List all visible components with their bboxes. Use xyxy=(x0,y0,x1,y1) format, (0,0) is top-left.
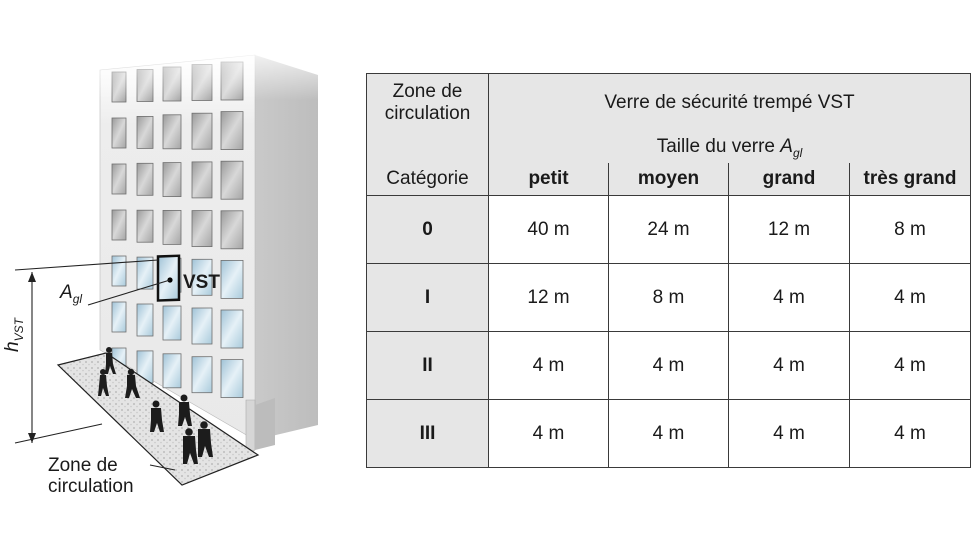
value-cell: 12 m xyxy=(489,264,609,332)
value-cell: 4 m xyxy=(489,400,609,468)
value-cell: 8 m xyxy=(850,196,971,264)
window-pane xyxy=(221,112,243,150)
window-pane xyxy=(163,354,181,388)
window-pane xyxy=(112,302,126,332)
window-pane xyxy=(112,256,126,286)
window-pane xyxy=(137,210,153,242)
value-cell: 4 m xyxy=(609,400,729,468)
window-pane xyxy=(192,211,212,247)
building-side-face xyxy=(255,55,318,440)
size-header-medium: moyen xyxy=(609,163,729,196)
window-pane xyxy=(192,357,212,393)
window-pane xyxy=(137,163,153,195)
window-pane xyxy=(221,211,243,249)
value-cell: 4 m xyxy=(850,332,971,400)
size-header-small: petit xyxy=(489,163,609,196)
zone-label: Zone de circulation xyxy=(48,455,134,497)
value-cell: 4 m xyxy=(850,400,971,468)
value-cell: 4 m xyxy=(729,400,850,468)
category-cell: 0 xyxy=(367,196,489,264)
window-pane xyxy=(221,310,243,348)
window-pane xyxy=(192,113,212,149)
value-cell: 24 m xyxy=(609,196,729,264)
window-pane xyxy=(192,162,212,198)
window-pane xyxy=(163,306,181,340)
table-row xyxy=(367,332,971,400)
vst-label: VST xyxy=(183,272,220,293)
glass-size-label: Taille du verre $A_{gl}$ xyxy=(489,133,971,163)
value-cell: 8 m xyxy=(609,264,729,332)
window-pane xyxy=(112,164,126,194)
window-pane xyxy=(192,308,212,344)
window-pane xyxy=(137,257,153,289)
zone-header: Zone de circulation xyxy=(367,74,489,133)
window-pane xyxy=(163,163,181,197)
value-cell: 4 m xyxy=(729,264,850,332)
window-pane xyxy=(221,161,243,199)
category-cell: III xyxy=(367,400,489,468)
value-cell: 4 m xyxy=(489,332,609,400)
category-header: Catégorie xyxy=(367,163,489,196)
area-label: $A_{gl}$ xyxy=(60,282,83,306)
size-header-large: grand xyxy=(729,163,850,196)
window-pane xyxy=(163,210,181,244)
value-cell: 4 m xyxy=(850,264,971,332)
window-pane xyxy=(112,118,126,148)
table-row xyxy=(367,196,971,264)
window-pane xyxy=(137,304,153,336)
value-cell: 4 m xyxy=(729,332,850,400)
window-pane xyxy=(112,210,126,240)
tempered-glass-table xyxy=(366,73,970,468)
category-cell: II xyxy=(367,332,489,400)
window-pane xyxy=(163,115,181,149)
height-label: $h_{VST}$ xyxy=(2,318,26,352)
window-pane xyxy=(221,360,243,398)
window-pane xyxy=(137,116,153,148)
window-pane xyxy=(221,260,243,298)
value-cell: 4 m xyxy=(609,332,729,400)
table-row xyxy=(367,264,971,332)
size-header-very-large: très grand xyxy=(850,163,971,196)
table-row xyxy=(367,400,971,468)
value-cell: 40 m xyxy=(489,196,609,264)
value-cell: 12 m xyxy=(729,196,850,264)
table-title: Verre de sécurité trempé VST xyxy=(489,74,971,133)
category-cell: I xyxy=(367,264,489,332)
